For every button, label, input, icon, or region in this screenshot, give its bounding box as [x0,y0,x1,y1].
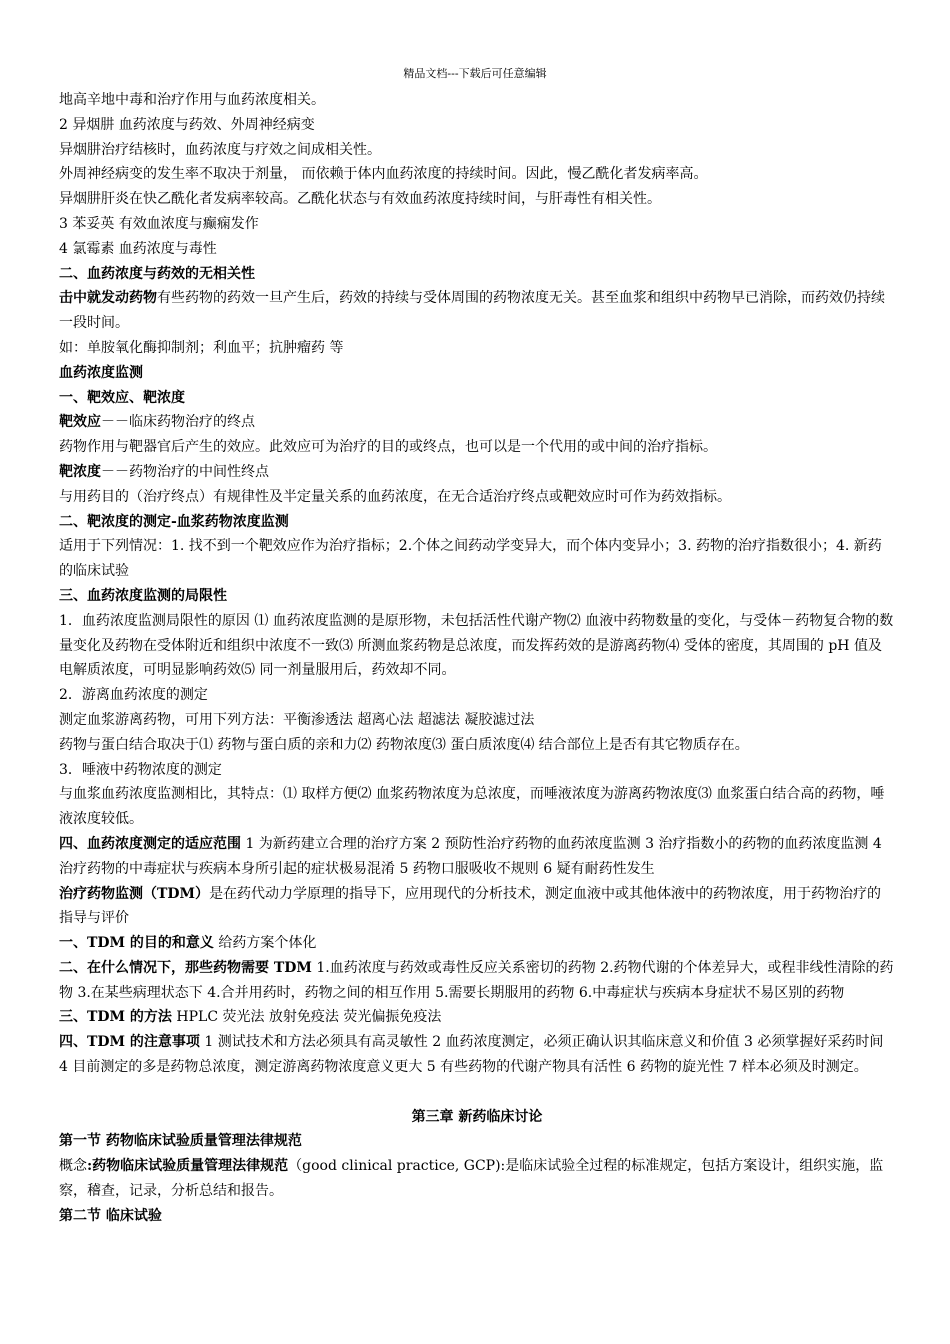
paragraph [59,113,895,138]
paragraph [59,1204,895,1229]
text-run: －－临床药物治疗的终点 [101,414,255,431]
text-run: 异烟肼治疗结核时，血药浓度与疗效之间成相关性。 [59,141,381,158]
bold-text: 第一节 药物临床试验质量管理法律规范 [59,1133,302,1150]
bold-text: 三、血药浓度监测的局限性 [59,587,227,604]
document-body [59,88,895,1229]
text-run: 与用药目的（治疗终点）有规律性及半定量关系的血药浓度，在无合适治疗终点或靶效应时可作为药效指标。 [59,488,731,505]
paragraph [59,534,895,584]
text-run: 2．游离血药浓度的测定 [59,687,208,704]
text-run: 1.血药浓度与药效或毒性反应关系密切的药物 2.药物代谢的个体差异大，或程非线性清除的药物 3.在某些病理状态下 4.合并用药时，药物之间的相互作用 5.需要长期服用的药物 6.中毒症状与疾病本身症状不易区别的药物 [59,959,894,1001]
bold-text: 四、血药浓度测定的适应范围 [59,835,241,852]
paragraph [59,386,895,411]
text-run: －－药物治疗的中间性终点 [101,463,269,480]
paragraph [59,1154,895,1204]
paragraph [59,510,895,535]
paragraph [59,262,895,287]
text-run: 与血浆血药浓度监测相比，其特点：⑴ 取样方便⑵ 血浆药物浓度为总浓度，而唾液浓度为游离药物浓度⑶ 血浆蛋白结合高的药物，唾液浓度较低。 [59,786,885,828]
paragraph [59,956,895,1006]
blank-line [59,1080,895,1105]
paragraph [59,410,895,435]
text-run: 4 氯霉素 血药浓度与毒性 [59,240,217,257]
text-run: 有些药物的药效一旦产生后，药效的持续与受体周围的药物浓度无关。甚至血浆和组织中药物早已消除，而药效仍持续一段时间。 [59,290,885,332]
paragraph [59,1005,895,1030]
text-run: 1 测试技术和方法必须具有高灵敏性 2 血药浓度测定，必须正确认识其临床意义和价值 3 必须掌握好采药时间 4 目前测定的多是药物总浓度，测定游离药物浓度意义更大 5 有些药物的代谢产物具有活性 6 药物的旋光性 7 样本必须及时测定。 [59,1034,884,1076]
bold-text: 三、TDM 的方法 [59,1009,172,1026]
bold-text: 靶浓度 [59,463,101,480]
paragraph [59,758,895,783]
bold-text: 第二节 临床试验 [59,1207,162,1224]
paragraph [59,931,895,956]
bold-text: :药物临床试验质量管理法律规范 [87,1158,289,1175]
paragraph [59,286,895,336]
paragraph [59,1030,895,1080]
bold-text: 二、靶浓度的测定-血浆药物浓度监测 [59,513,289,530]
text-run: 异烟肼肝炎在快乙酰化者发病率较高。乙酰化状态与有效血药浓度持续时间，与肝毒性有相关性。 [59,191,661,208]
bold-text: 治疗药物监测（TDM） [59,885,210,902]
bold-text: 血药浓度监测 [59,364,143,381]
text-run: 给药方案个体化 [213,935,317,952]
text-run: 1 为新药建立合理的治疗方案 2 预防性治疗药物的血药浓度监测 3 治疗指数小的药物的血药浓度监测 4 治疗药物的中毒症状与疾病本身所引起的症状极易混淆 5 药物口服吸收不规则 6 疑有耐药性发生 [59,835,882,877]
paragraph [59,882,895,932]
page-header: 精品文档---下载后可任意编辑 [403,67,547,80]
paragraph [59,88,895,113]
paragraph [59,336,895,361]
text-run: 药物作用与靶器官后产生的效应。此效应可为治疗的目的或终点，也可以是一个代用的或中间的治疗指标。 [59,439,717,456]
bold-text: 一、TDM 的目的和意义 [59,935,214,952]
text-run: 如：单胺氧化酶抑制剂；利血平；抗肿瘤药 等 [59,339,344,356]
paragraph [59,782,895,832]
paragraph [59,212,895,237]
text-run: 测定血浆游离药物，可用下列方法：平衡渗透法 超离心法 超滤法 凝胶滤过法 [59,711,535,728]
text-run: （good clinical practice, GCP):是临床试验全过程的标准规定，包括方案设计，组织实施，监察，稽查，记录，分析总结和报告。 [59,1158,884,1200]
bold-text: 四、TDM 的注意事项 [59,1034,200,1051]
bold-text: 靶效应 [59,414,101,431]
paragraph [59,187,895,212]
paragraph [59,138,895,163]
text-run: 3．唾液中药物浓度的测定 [59,761,222,778]
paragraph [59,584,895,609]
paragraph [59,832,895,882]
bold-text: 第三章 新药临床讨论 [411,1108,543,1125]
paragraph [59,361,895,386]
text-run: 是在药代动力学原理的指导下，应用现代的分析技术，测定血液中或其他体液中的药物浓度，用于药物治疗的指导与评价 [59,885,882,927]
text-run: 3 苯妥英 有效血浓度与癫痫发作 [59,215,259,232]
text-run: 1．血药浓度监测局限性的原因 ⑴ 血药浓度监测的是原形物，未包括活性代谢产物⑵ 血液中药物数量的变化，与受体－药物复合物的数量变化及药物在受体附近和组织中浓度不一致⑶ 所测血浆药物是总浓度，而发挥药效的是游离药物⑷ 受体的密度，其周围的 pH 值及电解质浓度，可明显影响药效⑸ 同一剂量服用后，药效却不同。 [59,612,894,679]
text-run: 地高辛地中毒和治疗作用与血药浓度相关。 [59,92,325,108]
paragraph [59,1129,895,1154]
paragraph [59,485,895,510]
text-run: HPLC 荧光法 放射免疫法 荧光偏振免疫法 [171,1009,442,1026]
paragraph [59,460,895,485]
text-run: 外周神经病变的发生率不取决于剂量， 而依赖于体内血药浓度的持续时间。因此，慢乙酰化者发病率高。 [59,166,708,183]
bold-text: 击中就发动药物 [59,290,157,307]
paragraph [59,708,895,733]
paragraph [59,162,895,187]
bold-text: 二、血药浓度与药效的无相关性 [59,265,255,282]
paragraph [59,1105,895,1130]
text-run: 概念 [59,1158,87,1175]
paragraph [59,237,895,262]
text-run: 适用于下列情况：1. 找不到一个靶效应作为治疗指标；2.个体之间药动学变异大，而个体内变异小；3. 药物的治疗指数很小；4. 新药的临床试验 [59,538,882,580]
bold-text: 一、靶效应、靶浓度 [59,389,185,406]
paragraph [59,435,895,460]
text-run: 药物与蛋白结合取决于⑴ 药物与蛋白质的亲和力⑵ 药物浓度⑶ 蛋白质浓度⑷ 结合部位上是否有其它物质存在。 [59,736,749,753]
text-run: 2 异烟肼 血药浓度与药效、外周神经病变 [59,116,315,133]
bold-text: 二、在什么情况下，那些药物需要 TDM [59,959,312,976]
paragraph [59,683,895,708]
paragraph [59,733,895,758]
paragraph [59,609,895,683]
